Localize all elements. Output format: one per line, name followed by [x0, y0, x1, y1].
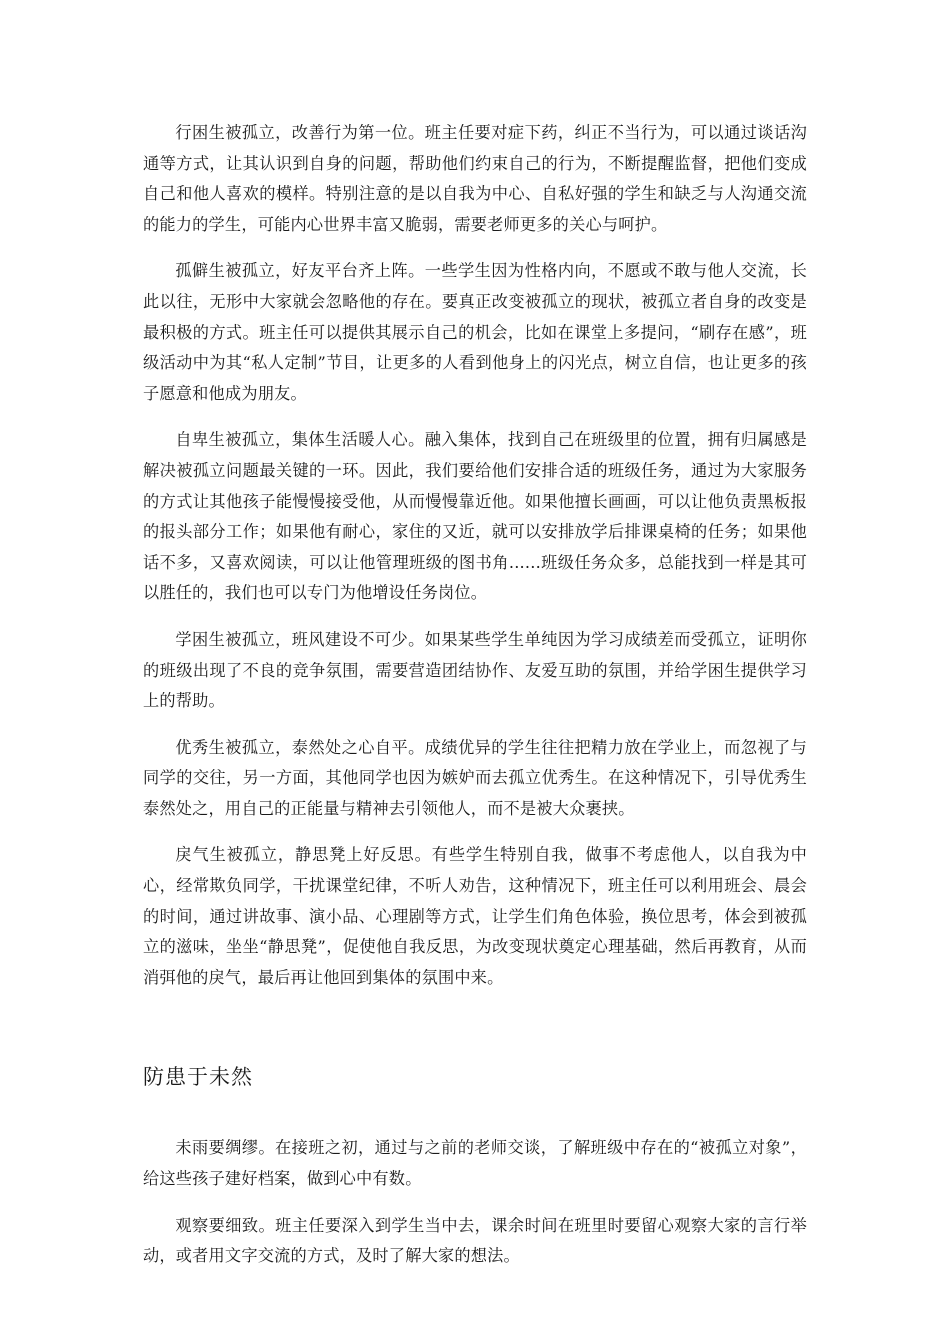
paragraph-excellent-students: 优秀生被孤立，泰然处之心自平。成绩优异的学生往往把精力放在学业上，而忽视了与同学的交往，另一方面，其他同学也因为嫉妒而去孤立优秀生。在这种情况下，引导优秀生泰然处之，用自己的正能量与精神去引领他人，而不是被大众裹挟。 [143, 737, 807, 818]
paragraph-hostile-students: 戾气生被孤立，静思凳上好反思。有些学生特别自我，做事不考虑他人，以自我为中心，经常欺负同学，干扰课堂纪律，不听人劝告，这种情况下，班主任可以利用班会、晨会的时间，通过讲故事、演小品、心理剧等方式，让学生们角色体验，换位思考，体会到被孤立的滋味，坐坐“静思凳”，促使他自我反思，为改变现状奠定心理基础，然后再教育，从而消弭他的戾气，最后再让他回到集体的氛围中来。 [143, 845, 807, 987]
paragraph-observe-carefully: 观察要细致。班主任要深入到学生当中去，课余时间在班里时要留心观察大家的言行举动，或者用文字交流的方式，及时了解大家的想法。 [143, 1215, 807, 1266]
section-heading: 防患于未然 [143, 1065, 253, 1090]
paragraph-plan-ahead: 未雨要绸缪。在接班之初，通过与之前的老师交谈，了解班级中存在的“被孤立对象”，给这些孩子建好档案，做到心中有数。 [143, 1138, 807, 1189]
paragraph-low-confidence-students: 自卑生被孤立，集体生活暖人心。融入集体，找到自己在班级里的位置，拥有归属感是解决被孤立问题最关键的一环。因此，我们要给他们安排合适的班级任务，通过为大家服务的方式让其他孩子能慢慢接受他，从而慢慢靠近他。如果他擅长画画，可以让他负责黑板报的报头部分工作；如果他有耐心，家住的又近，就可以安排放学后排课桌椅的任务；如果他话不多，又喜欢阅读，可以让他管理班级的图书角......班级任务众多，总能找到一样是其可以胜任的，我们也可以专门为他增设任务岗位。 [143, 430, 807, 603]
document-body [143, 118, 807, 1288]
paragraph-behavior-problem-students: 行困生被孤立，改善行为第一位。班主任要对症下药，纠正不当行为，可以通过谈话沟通等方式，让其认识到自身的问题，帮助他们约束自己的行为，不断提醒监督，把他们变成自己和他人喜欢的模样。特别注意的是以自我为中心、自私好强的学生和缺乏与人沟通交流的能力的学生，可能内心世界丰富又脆弱，需要老师更多的关心与呵护。 [143, 123, 807, 234]
paragraph-introverted-students: 孤僻生被孤立，好友平台齐上阵。一些学生因为性格内向，不愿或不敢与他人交流，长此以往，无形中大家就会忽略他的存在。要真正改变被孤立的现状，被孤立者自身的改变是最积极的方式。班主任可以提供其展示自己的机会，比如在课堂上多提问，“刷存在感”，班级活动中为其“私人定制”节目，让更多的人看到他身上的闪光点，树立自信，也让更多的孩子愿意和他成为朋友。 [143, 261, 807, 403]
paragraph-struggling-learners: 学困生被孤立，班风建设不可少。如果某些学生单纯因为学习成绩差而受孤立，证明你的班级出现了不良的竞争氛围，需要营造团结协作、友爱互助的氛围，并给学困生提供学习上的帮助。 [143, 629, 807, 711]
